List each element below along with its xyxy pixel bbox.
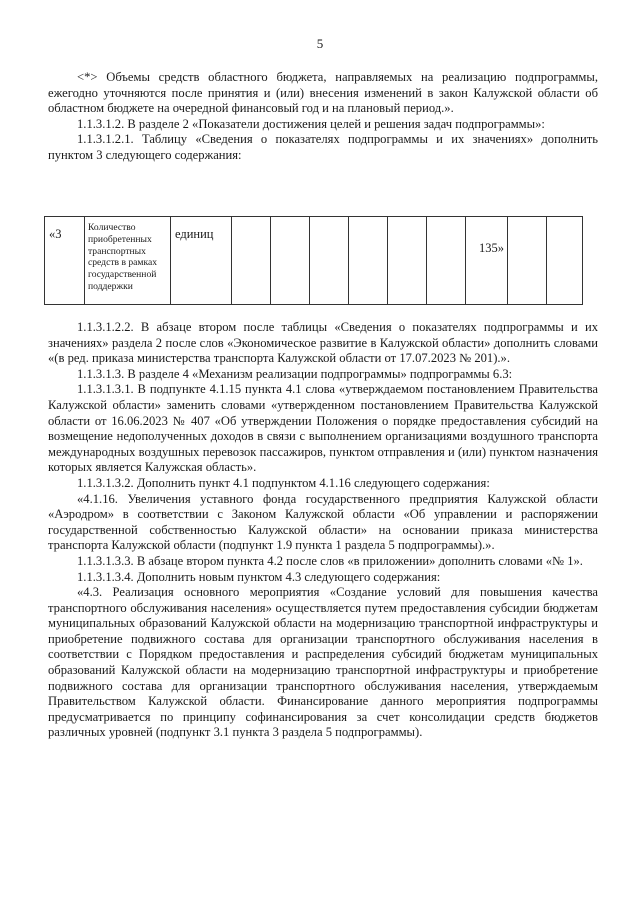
table-cell-empty [271, 217, 310, 305]
table-cell-empty [547, 217, 583, 305]
table-cell-empty [508, 217, 547, 305]
text-block-main [48, 320, 598, 741]
table-cell-empty [232, 217, 271, 305]
page-number: 5 [316, 36, 324, 51]
paragraph-1-1-3-1-3-1: 1.1.3.1.3.1. В подпункте 4.1.15 пункта 4.1 слова «утверждаемом постановлением Правительства Калужской области» заменить словами «утвержденном постановлением Правительства Калужской области от 16.06.2023 № 407 «Об утверждении Положения о порядке предоставления субсидий на возмещение недополученных доходов в связи с выполнением организациями воздушного транспорта международных воздушных перевозок пассажиров, пунктом отправления и (или) пунктом назначения которых является Калужская область». [48, 382, 598, 475]
table-cell-value: 135» [466, 217, 508, 305]
paragraph-1-1-3-1-2-2: 1.1.3.1.2.2. В абзаце втором после таблицы «Сведения о показателях подпрограммы и их значениях» раздела 2 после слов «Экономическое развитие в Калужской области» дополнить словами «(в ред. приказа министерства транспорта Калужской области от 17.07.2023 № 201).». [48, 320, 598, 366]
paragraph-1-1-3-1-3-4: 1.1.3.1.3.4. Дополнить новым пунктом 4.3 следующего содержания: [77, 569, 441, 584]
table-cell-num: «3 [45, 217, 85, 305]
table-cell-unit: единиц [171, 217, 232, 305]
table-cell-empty [310, 217, 349, 305]
paragraph-1-1-3-1-3-3: 1.1.3.1.3.3. В абзаце втором пункта 4.2 после слов «в приложении» дополнить словами «№ 1». [77, 553, 583, 568]
paragraph-4-3: «4.3. Реализация основного мероприятия «Создание условий для повышения качества транспортного обслуживания населения» осуществляется путем предоставления субсидии бюджетам муниципальных образований Калужской области на модернизацию транспортной инфраструктуры и приобретение подвижного состава для организации транспортного обслуживания населения в соответствии с Порядком предоставления и распределения субсидий бюджетам муниципальных образований Калужской области на модернизацию транспортной инфраструктуры и приобретение подвижного состава для организации транспортного обслуживания населения, утверждаемым Правительством Калужской области. Финансирование данного мероприятия подпрограммы предусматривается по принципу софинансирования за счет консолидации средств бюджетов различных уровней (подпункт 3.1 пункта 3 раздела 5 подпрограммы). [48, 585, 598, 740]
indicator-table [44, 216, 583, 305]
table-row [45, 217, 583, 305]
footnote-paragraph: <*> Объемы средств областного бюджета, направляемых на реализацию подпрограммы, ежегодно уточняются после принятия и (или) внесения изменений в закон Калужской области об областном бюджете на очередной финансовый год и на плановый период.». [48, 70, 598, 116]
text-block-top [48, 70, 598, 164]
paragraph-4-1-16: «4.1.16. Увеличения уставного фонда государственного предприятия Калужской области «Аэродром» в соответствии с Законом Калужской области «Об управлении и распоряжении государственной собственностью Калужской области» на основании приказа министерства транспорта Калужской области (подпункт 1.9 пункта 1 раздела 5 подпрограммы).». [48, 491, 598, 553]
paragraph-1-1-3-1-3: 1.1.3.1.3. В разделе 4 «Механизм реализации подпрограммы» подпрограммы 6.3: [77, 366, 513, 381]
paragraph-1-1-3-1-2: 1.1.3.1.2. В разделе 2 «Показатели достижения целей и решения задач подпрограммы»: [77, 116, 545, 131]
table-cell-name: Количество приобретенных транспортных средств в рамках государственной поддержки [85, 217, 171, 305]
table-cell-empty [349, 217, 388, 305]
paragraph-1-1-3-1-3-2: 1.1.3.1.3.2. Дополнить пункт 4.1 подпунктом 4.1.16 следующего содержания: [77, 475, 490, 490]
table-cell-empty [427, 217, 466, 305]
table-cell-empty [388, 217, 427, 305]
paragraph-1-1-3-1-2-1: 1.1.3.1.2.1. Таблицу «Сведения о показателях подпрограммы и их значениях» дополнить пунктом 3 следующего содержания: [48, 132, 598, 162]
